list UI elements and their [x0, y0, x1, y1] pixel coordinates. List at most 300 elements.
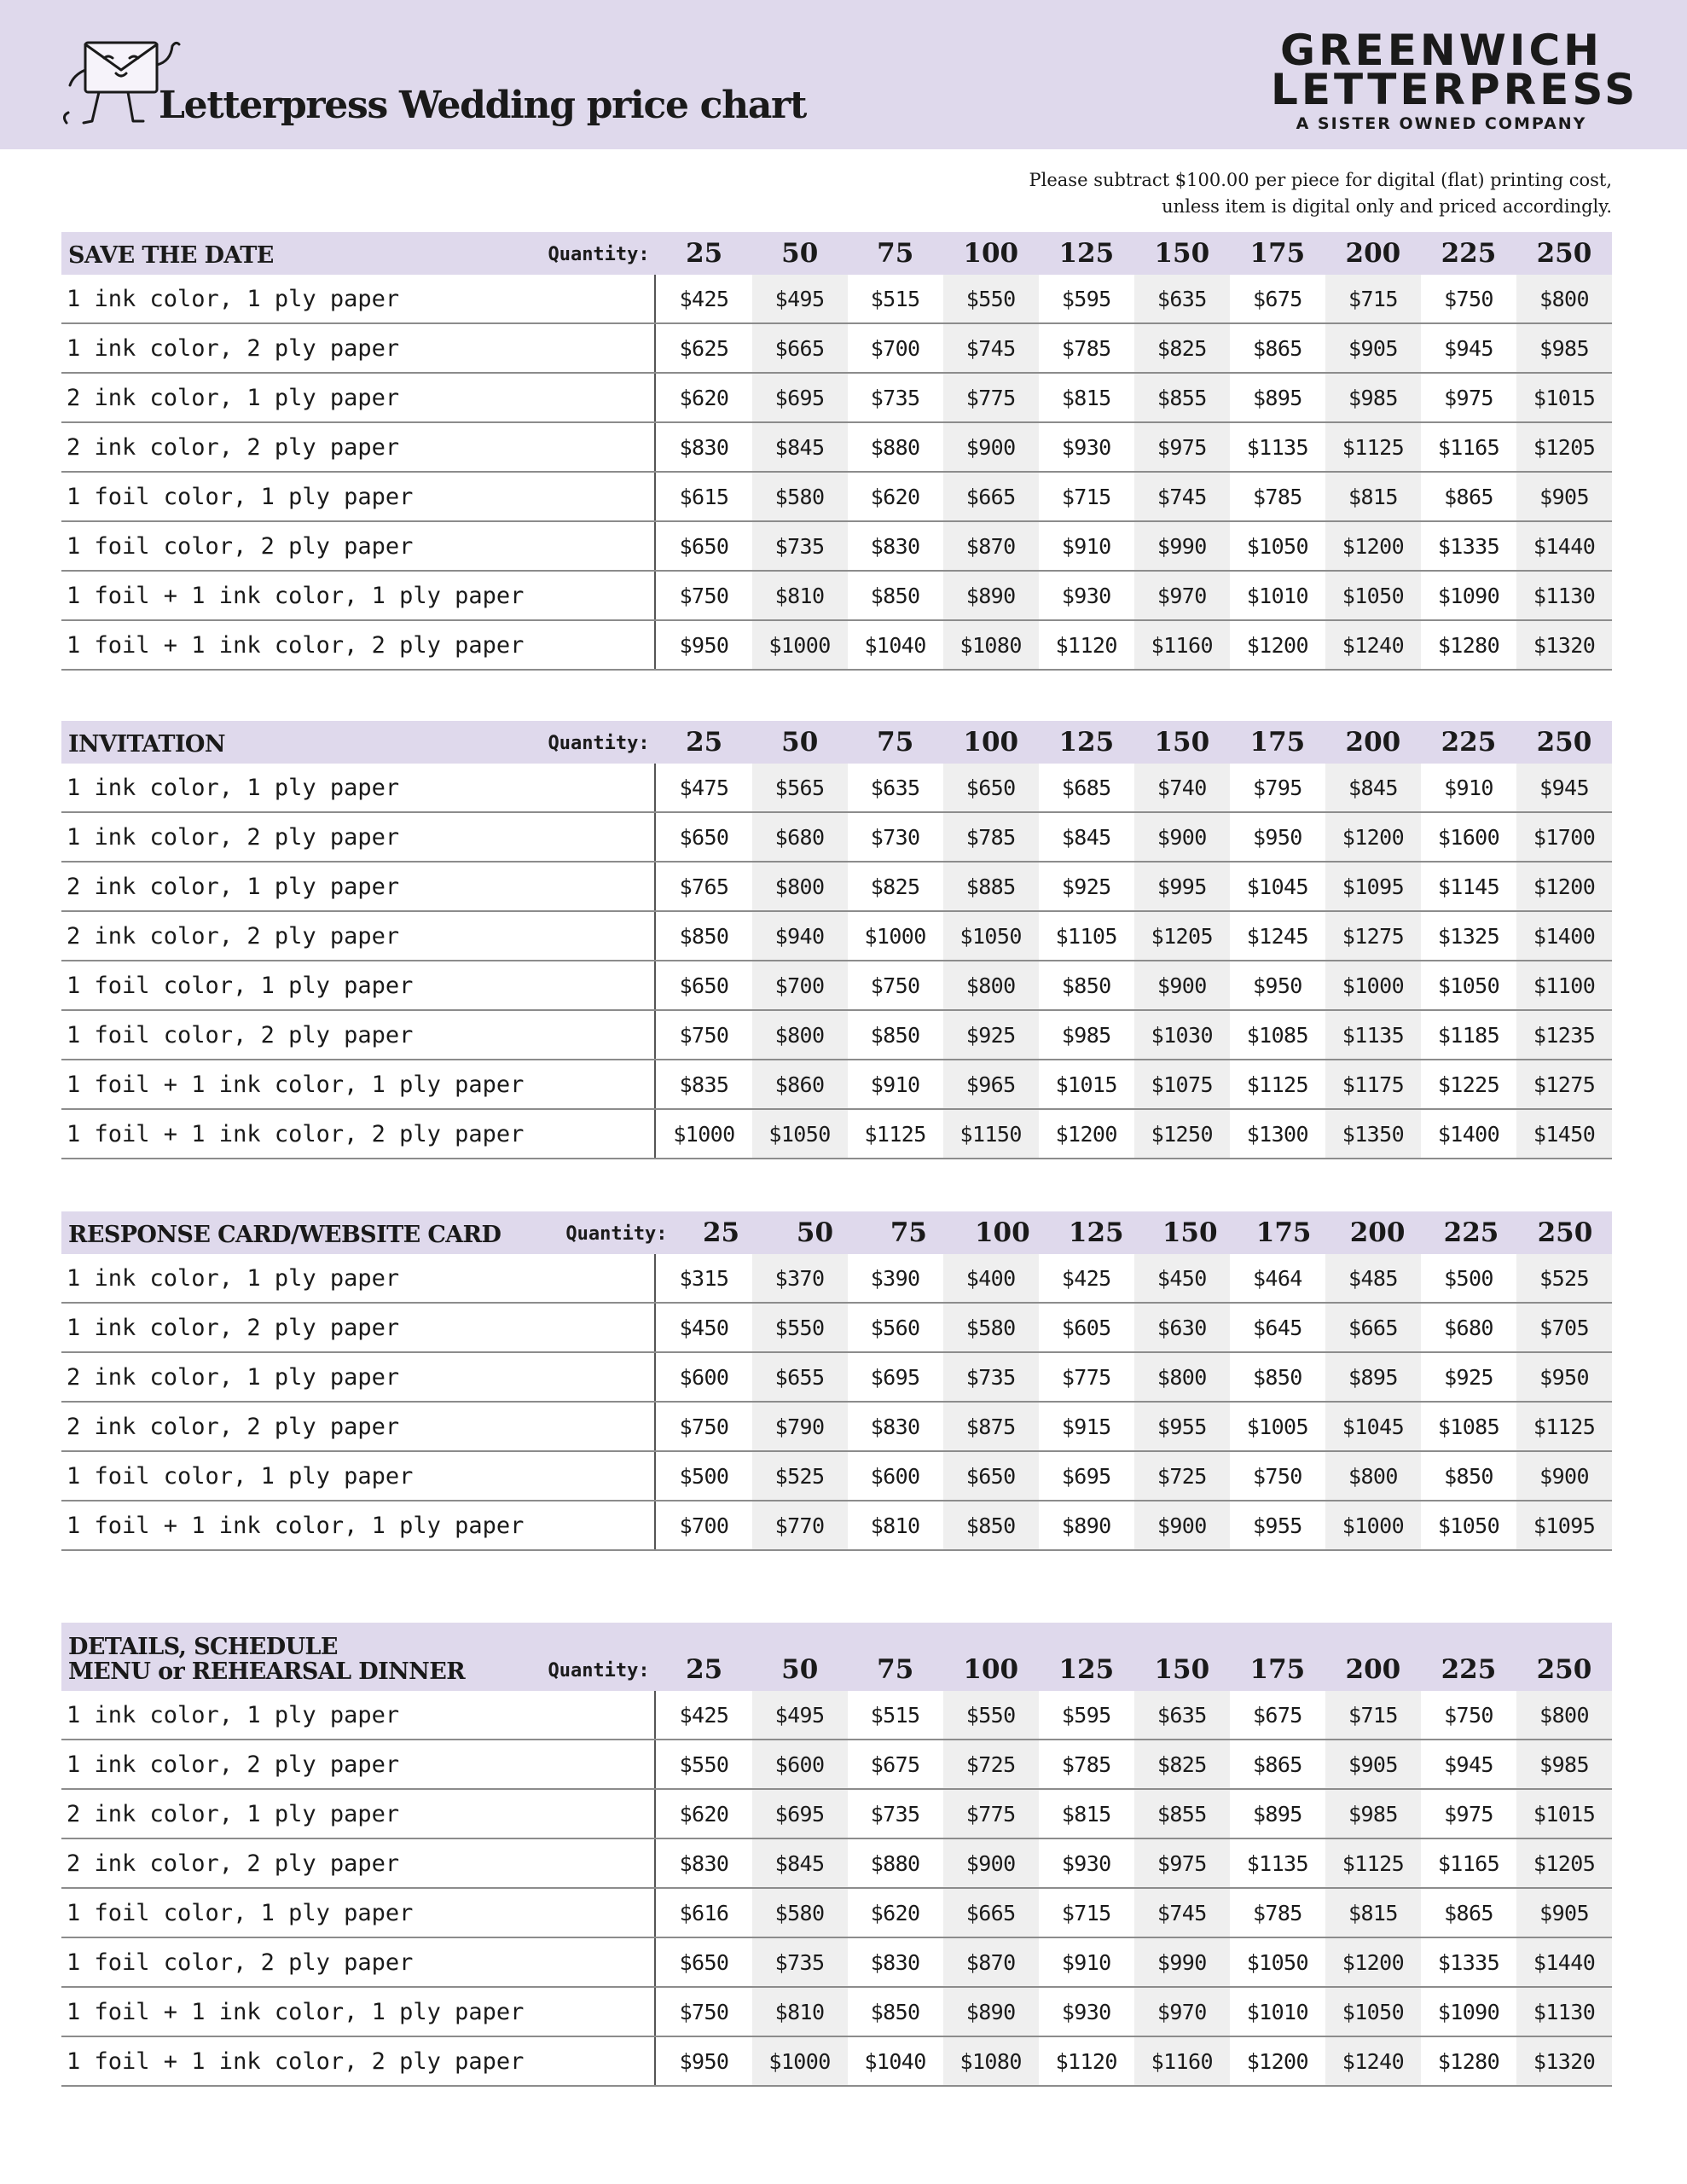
price-cell: $1050 [1246, 533, 1308, 559]
price-cell: $715 [1061, 484, 1111, 509]
price-cell: $940 [752, 912, 848, 960]
quantity-label: Quantity: [565, 1223, 668, 1245]
price-cell: $1145 [1437, 874, 1500, 899]
table-row [61, 1502, 1612, 1551]
row-label: 1 foil color, 2 ply paper [61, 522, 656, 570]
price-cell: $865 [1252, 1751, 1302, 1777]
quantity-header: 125 [1068, 1217, 1124, 1248]
row-label: 1 foil color, 1 ply paper [61, 1889, 656, 1937]
table-title-line: INVITATION [68, 731, 225, 758]
price-cell: $850 [1444, 1463, 1493, 1489]
table-row [61, 813, 1612, 863]
brand-name-line1: GREENWICH [1280, 26, 1603, 75]
row-label: 2 ink color, 2 ply paper [61, 1839, 656, 1887]
note-line: Please subtract $100.00 per piece for digital (flat) printing cost, [1029, 170, 1612, 190]
price-cell: $750 [870, 973, 920, 998]
table-title-line: SAVE THE DATE [68, 242, 274, 269]
table-row [61, 522, 1612, 572]
price-cell: $616 [679, 1900, 729, 1926]
price-cell: $765 [679, 874, 729, 899]
price-cell: $1175 [1325, 1060, 1421, 1108]
quantity-header: 50 [796, 1217, 834, 1248]
price-cell: $905 [1325, 1740, 1421, 1788]
price-cell: $1205 [1516, 423, 1612, 471]
price-cell: $580 [752, 1889, 848, 1937]
row-label: 1 ink color, 2 ply paper [61, 1740, 656, 1788]
price-cell: $800 [1325, 1452, 1421, 1500]
page-header [0, 0, 1687, 149]
price-cell: $1160 [1134, 2037, 1230, 2085]
price-cell: $620 [870, 1900, 920, 1926]
price-cell: $550 [943, 1691, 1039, 1739]
quantity-header: 175 [1255, 1217, 1312, 1248]
price-cell: $1200 [1246, 2048, 1308, 2074]
quantity-label: Quantity: [548, 1660, 650, 1682]
price-cell: $1600 [1437, 824, 1500, 850]
price-cell: $680 [752, 813, 848, 861]
price-cell: $750 [1444, 286, 1493, 311]
price-cell: $665 [1325, 1304, 1421, 1351]
price-cell: $1050 [1437, 973, 1500, 998]
price-cell: $515 [870, 1702, 920, 1728]
row-label: 1 foil + 1 ink color, 2 ply paper [61, 621, 656, 669]
quantity-header: 25 [702, 1217, 740, 1248]
price-cell: $975 [1444, 1801, 1493, 1827]
price-cell: $1350 [1325, 1110, 1421, 1158]
quantity-header: 100 [974, 1217, 1030, 1248]
price-cell: $700 [679, 1513, 729, 1538]
price-cell: $1200 [1325, 522, 1421, 570]
row-label: 1 foil color, 1 ply paper [61, 1452, 656, 1500]
price-cell: $990 [1134, 522, 1230, 570]
price-cell: $1030 [1134, 1011, 1230, 1059]
price-cell: $985 [1061, 1022, 1111, 1048]
price-cell: $890 [943, 1988, 1039, 2036]
row-label: 1 foil + 1 ink color, 1 ply paper [61, 572, 656, 619]
quantity-label: Quantity: [548, 244, 650, 265]
price-cell: $1090 [1437, 583, 1500, 608]
price-cell: $715 [1325, 275, 1421, 322]
price-cell: $650 [679, 824, 729, 850]
price-table [61, 1623, 1612, 2087]
price-cell: $900 [943, 423, 1039, 471]
price-cell: $775 [1061, 1364, 1111, 1390]
table-title [61, 1222, 501, 1254]
price-cell: $950 [1252, 824, 1302, 850]
table-row [61, 764, 1612, 813]
price-cell: $1010 [1246, 1999, 1308, 2024]
price-cell: $695 [1061, 1463, 1111, 1489]
price-cell: $900 [1516, 1452, 1612, 1500]
quantity-header: 50 [781, 1654, 819, 1685]
table-row [61, 275, 1612, 324]
price-cell: $635 [1134, 275, 1230, 322]
price-cell: $1205 [1134, 912, 1230, 960]
price-cell: $630 [1134, 1304, 1230, 1351]
price-cell: $800 [1516, 1691, 1612, 1739]
price-cell: $650 [679, 1949, 729, 1975]
price-cell: $1125 [1246, 1072, 1308, 1097]
table-row [61, 961, 1612, 1011]
price-cell: $605 [1061, 1315, 1111, 1340]
quantity-header: 200 [1345, 1654, 1401, 1685]
price-cell: $1400 [1516, 912, 1612, 960]
price-cell: $625 [679, 335, 729, 361]
price-cell: $560 [870, 1315, 920, 1340]
price-cell: $830 [679, 434, 729, 460]
table-header [61, 232, 1612, 275]
price-cell: $1000 [673, 1121, 735, 1147]
price-cell: $500 [679, 1463, 729, 1489]
price-cell: $595 [1061, 1702, 1111, 1728]
row-label: 1 foil color, 1 ply paper [61, 961, 656, 1009]
price-cell: $850 [1061, 973, 1111, 998]
quantity-header: 75 [890, 1217, 927, 1248]
price-cell: $620 [870, 484, 920, 509]
price-cell: $975 [1444, 385, 1493, 410]
price-cell: $565 [752, 764, 848, 811]
price-cell: $1045 [1246, 874, 1308, 899]
price-cell: $680 [1444, 1315, 1493, 1340]
row-label: 1 ink color, 1 ply paper [61, 275, 656, 322]
price-cell: $1000 [752, 621, 848, 669]
price-cell: $1015 [1516, 374, 1612, 421]
price-cell: $895 [1325, 1353, 1421, 1401]
price-cell: $750 [679, 583, 729, 608]
price-cell: $735 [752, 522, 848, 570]
price-cell: $850 [1252, 1364, 1302, 1390]
price-cell: $1275 [1516, 1060, 1612, 1108]
row-label: 2 ink color, 2 ply paper [61, 423, 656, 471]
brand-logo [1271, 26, 1639, 133]
price-cell: $750 [679, 1022, 729, 1048]
price-cell: $550 [943, 275, 1039, 322]
table-row [61, 473, 1612, 522]
price-cell: $845 [752, 423, 848, 471]
price-cell: $1000 [752, 2037, 848, 2085]
price-cell: $945 [1516, 764, 1612, 811]
table-row [61, 1403, 1612, 1452]
price-cell: $800 [752, 1011, 848, 1059]
price-cell: $725 [943, 1740, 1039, 1788]
quantity-header: 50 [781, 238, 819, 269]
price-cell: $750 [679, 1999, 729, 2024]
price-cell: $890 [1061, 1513, 1111, 1538]
price-cell: $600 [679, 1364, 729, 1390]
price-cell: $905 [1516, 473, 1612, 520]
price-cell: $495 [752, 1691, 848, 1739]
price-cell: $525 [752, 1452, 848, 1500]
price-cell: $390 [870, 1265, 920, 1291]
price-cell: $800 [1516, 275, 1612, 322]
price-cell: $655 [752, 1353, 848, 1401]
table-row [61, 1304, 1612, 1353]
price-cell: $705 [1516, 1304, 1612, 1351]
table-header [61, 1623, 1612, 1691]
row-label: 2 ink color, 1 ply paper [61, 863, 656, 910]
quantity-header: 25 [686, 727, 723, 758]
price-cell: $650 [679, 533, 729, 559]
price-cell: $1125 [864, 1121, 926, 1147]
price-cell: $1135 [1246, 434, 1308, 460]
price-cell: $1125 [1325, 423, 1421, 471]
price-cell: $855 [1134, 374, 1230, 421]
price-cell: $635 [1134, 1691, 1230, 1739]
quantity-header: 225 [1441, 727, 1497, 758]
table-row [61, 1938, 1612, 1988]
price-cell: $580 [752, 473, 848, 520]
price-cell: $370 [752, 1254, 848, 1302]
price-cell: $810 [870, 1513, 920, 1538]
price-cell: $1135 [1246, 1850, 1308, 1876]
price-cell: $865 [1444, 484, 1493, 509]
price-cell: $930 [1061, 583, 1111, 608]
price-cell: $955 [1252, 1513, 1302, 1538]
brand-name-line2: LETTERPRESS [1271, 65, 1639, 114]
price-cell: $550 [679, 1751, 729, 1777]
table-row [61, 1060, 1612, 1110]
price-cell: $1040 [864, 632, 926, 658]
price-cell: $1240 [1325, 2037, 1421, 2085]
quantity-header: 125 [1058, 1654, 1115, 1685]
quantity-header: 150 [1154, 1654, 1210, 1685]
price-cell: $740 [1134, 764, 1230, 811]
price-cell: $770 [752, 1502, 848, 1549]
price-cell: $915 [1061, 1414, 1111, 1439]
price-table [61, 721, 1612, 1159]
price-cell: $675 [1252, 1702, 1302, 1728]
table-title [61, 243, 467, 275]
price-cell: $970 [1134, 1988, 1230, 2036]
price-cell: $945 [1444, 335, 1493, 361]
price-cell: $665 [943, 473, 1039, 520]
price-cell: $1205 [1516, 1839, 1612, 1887]
price-cell: $650 [943, 1452, 1039, 1500]
price-cell: $955 [1134, 1403, 1230, 1450]
price-cell: $1160 [1134, 621, 1230, 669]
price-cell: $1185 [1437, 1022, 1500, 1048]
table-header [61, 721, 1612, 764]
quantity-header: 50 [781, 727, 819, 758]
price-cell: $1250 [1134, 1110, 1230, 1158]
price-cell: $850 [870, 1022, 920, 1048]
price-cell: $1200 [1246, 632, 1308, 658]
price-cell: $645 [1252, 1315, 1302, 1340]
row-label: 1 foil + 1 ink color, 2 ply paper [61, 2037, 656, 2085]
price-cell: $950 [1516, 1353, 1612, 1401]
price-cell: $900 [1134, 813, 1230, 861]
price-cell: $910 [870, 1072, 920, 1097]
price-cell: $975 [1134, 423, 1230, 471]
price-cell: $785 [1061, 335, 1111, 361]
price-cell: $1050 [752, 1110, 848, 1158]
quantity-header: 175 [1249, 1654, 1306, 1685]
price-cell: $865 [1444, 1900, 1493, 1926]
price-cell: $650 [943, 764, 1039, 811]
price-cell: $1125 [1325, 1839, 1421, 1887]
table-title [61, 1635, 467, 1691]
price-cell: $950 [679, 2048, 729, 2074]
price-cell: $950 [1252, 973, 1302, 998]
price-cell: $925 [1061, 874, 1111, 899]
price-cell: $785 [943, 813, 1039, 861]
price-cell: $735 [943, 1353, 1039, 1401]
price-cell: $525 [1516, 1254, 1612, 1302]
price-cell: $1200 [1325, 813, 1421, 861]
quantity-header: 100 [963, 1654, 1019, 1685]
quantity-header: 150 [1162, 1217, 1218, 1248]
price-cell: $450 [1134, 1254, 1230, 1302]
price-cell: $1050 [1246, 1949, 1308, 1975]
quantity-header: 250 [1536, 1654, 1592, 1685]
price-cell: $925 [1444, 1364, 1493, 1390]
quantity-header: 175 [1249, 238, 1306, 269]
row-label: 2 ink color, 1 ply paper [61, 374, 656, 421]
price-cell: $1085 [1246, 1022, 1308, 1048]
table-title-line: RESPONSE CARD/WEBSITE CARD [68, 1222, 501, 1248]
price-cell: $1080 [943, 621, 1039, 669]
price-cell: $1050 [1325, 1988, 1421, 2036]
price-cell: $515 [870, 286, 920, 311]
price-cell: $425 [1061, 1265, 1111, 1291]
price-cell: $1000 [1325, 961, 1421, 1009]
price-cell: $675 [1252, 286, 1302, 311]
price-cell: $1325 [1437, 923, 1500, 949]
price-cell: $1125 [1516, 1403, 1612, 1450]
quantity-header: 100 [963, 238, 1019, 269]
price-cell: $775 [943, 374, 1039, 421]
price-cell: $1005 [1246, 1414, 1308, 1439]
price-cell: $735 [752, 1938, 848, 1986]
price-cell: $1000 [1325, 1502, 1421, 1549]
price-cell: $775 [943, 1790, 1039, 1838]
price-cell: $795 [1252, 775, 1302, 800]
quantity-header: 200 [1345, 727, 1401, 758]
price-cell: $695 [752, 374, 848, 421]
table-row [61, 1889, 1612, 1938]
price-cell: $620 [679, 1801, 729, 1827]
price-cell: $905 [1516, 1889, 1612, 1937]
table-header [61, 1211, 1612, 1254]
price-cell: $1075 [1134, 1060, 1230, 1108]
table-row [61, 1740, 1612, 1790]
price-cell: $1240 [1325, 621, 1421, 669]
row-label: 1 foil color, 1 ply paper [61, 473, 656, 520]
price-cell: $730 [870, 824, 920, 850]
price-cell: $895 [1252, 385, 1302, 410]
price-cell: $1010 [1246, 583, 1308, 608]
table-row [61, 1011, 1612, 1060]
row-label: 2 ink color, 2 ply paper [61, 1403, 656, 1450]
quantity-header: 250 [1536, 238, 1592, 269]
price-cell: $1165 [1437, 1850, 1500, 1876]
price-cell: $1045 [1325, 1403, 1421, 1450]
price-cell: $965 [943, 1060, 1039, 1108]
price-cell: $870 [943, 1938, 1039, 1986]
price-cell: $800 [1134, 1353, 1230, 1401]
table-row [61, 572, 1612, 621]
table-row [61, 621, 1612, 671]
price-cell: $850 [943, 1502, 1039, 1549]
price-cell: $850 [679, 923, 729, 949]
price-cell: $815 [1061, 1801, 1111, 1827]
price-cell: $930 [1061, 434, 1111, 460]
price-cell: $1400 [1437, 1121, 1500, 1147]
price-cell: $890 [943, 572, 1039, 619]
price-cell: $615 [679, 484, 729, 509]
price-cell: $995 [1134, 863, 1230, 910]
price-cell: $815 [1325, 473, 1421, 520]
price-cell: $885 [943, 863, 1039, 910]
page-title: Letterpress Wedding price chart [159, 84, 806, 127]
note-line: unless item is digital only and priced accordingly. [1162, 196, 1612, 217]
quantity-header: 250 [1536, 727, 1592, 758]
price-cell: $1335 [1437, 1949, 1500, 1975]
price-cell: $1280 [1437, 632, 1500, 658]
price-cell: $1015 [1055, 1072, 1117, 1097]
price-cell: $1165 [1437, 434, 1500, 460]
price-cell: $725 [1134, 1452, 1230, 1500]
table-row [61, 1691, 1612, 1740]
price-cell: $600 [870, 1463, 920, 1489]
price-cell: $665 [752, 324, 848, 372]
row-label: 2 ink color, 1 ply paper [61, 1353, 656, 1401]
table-row [61, 374, 1612, 423]
table-row [61, 1254, 1612, 1304]
price-cell: $1130 [1516, 1988, 1612, 2036]
price-cell: $830 [870, 1414, 920, 1439]
table-row [61, 324, 1612, 374]
quantity-header: 150 [1154, 727, 1210, 758]
price-cell: $595 [1061, 286, 1111, 311]
price-cell: $685 [1061, 775, 1111, 800]
row-label: 1 foil + 1 ink color, 1 ply paper [61, 1988, 656, 2036]
price-cell: $464 [1252, 1265, 1302, 1291]
table-row [61, 1452, 1612, 1502]
price-cell: $1280 [1437, 2048, 1500, 2074]
price-cell: $715 [1325, 1691, 1421, 1739]
price-cell: $475 [679, 775, 729, 800]
price-cell: $1440 [1516, 1938, 1612, 1986]
price-cell: $875 [943, 1403, 1039, 1450]
row-label: 1 foil + 1 ink color, 1 ply paper [61, 1060, 656, 1108]
price-cell: $800 [943, 961, 1039, 1009]
quantity-header: 200 [1345, 238, 1401, 269]
price-cell: $1450 [1516, 1110, 1612, 1158]
table-title [61, 732, 467, 764]
price-cell: $785 [1252, 1900, 1302, 1926]
price-cell: $400 [943, 1254, 1039, 1302]
price-cell: $695 [870, 1364, 920, 1390]
row-label: 2 ink color, 1 ply paper [61, 1790, 656, 1838]
price-cell: $830 [679, 1850, 729, 1876]
table-row [61, 1790, 1612, 1839]
row-label: 1 foil color, 2 ply paper [61, 1011, 656, 1059]
quantity-header: 125 [1058, 238, 1115, 269]
price-cell: $1200 [1055, 1121, 1117, 1147]
price-cell: $975 [1134, 1839, 1230, 1887]
price-cell: $850 [870, 583, 920, 608]
brand-tagline: A SISTER OWNED COMPANY [1296, 114, 1587, 133]
quantity-header: 225 [1441, 238, 1497, 269]
price-cell: $1150 [943, 1110, 1039, 1158]
table-row [61, 423, 1612, 473]
table-title-line: MENU or REHEARSAL DINNER [68, 1658, 466, 1685]
price-cell: $750 [1444, 1702, 1493, 1728]
price-cell: $1200 [1325, 1938, 1421, 1986]
price-cell: $815 [1325, 1889, 1421, 1937]
quantity-header: 150 [1154, 238, 1210, 269]
